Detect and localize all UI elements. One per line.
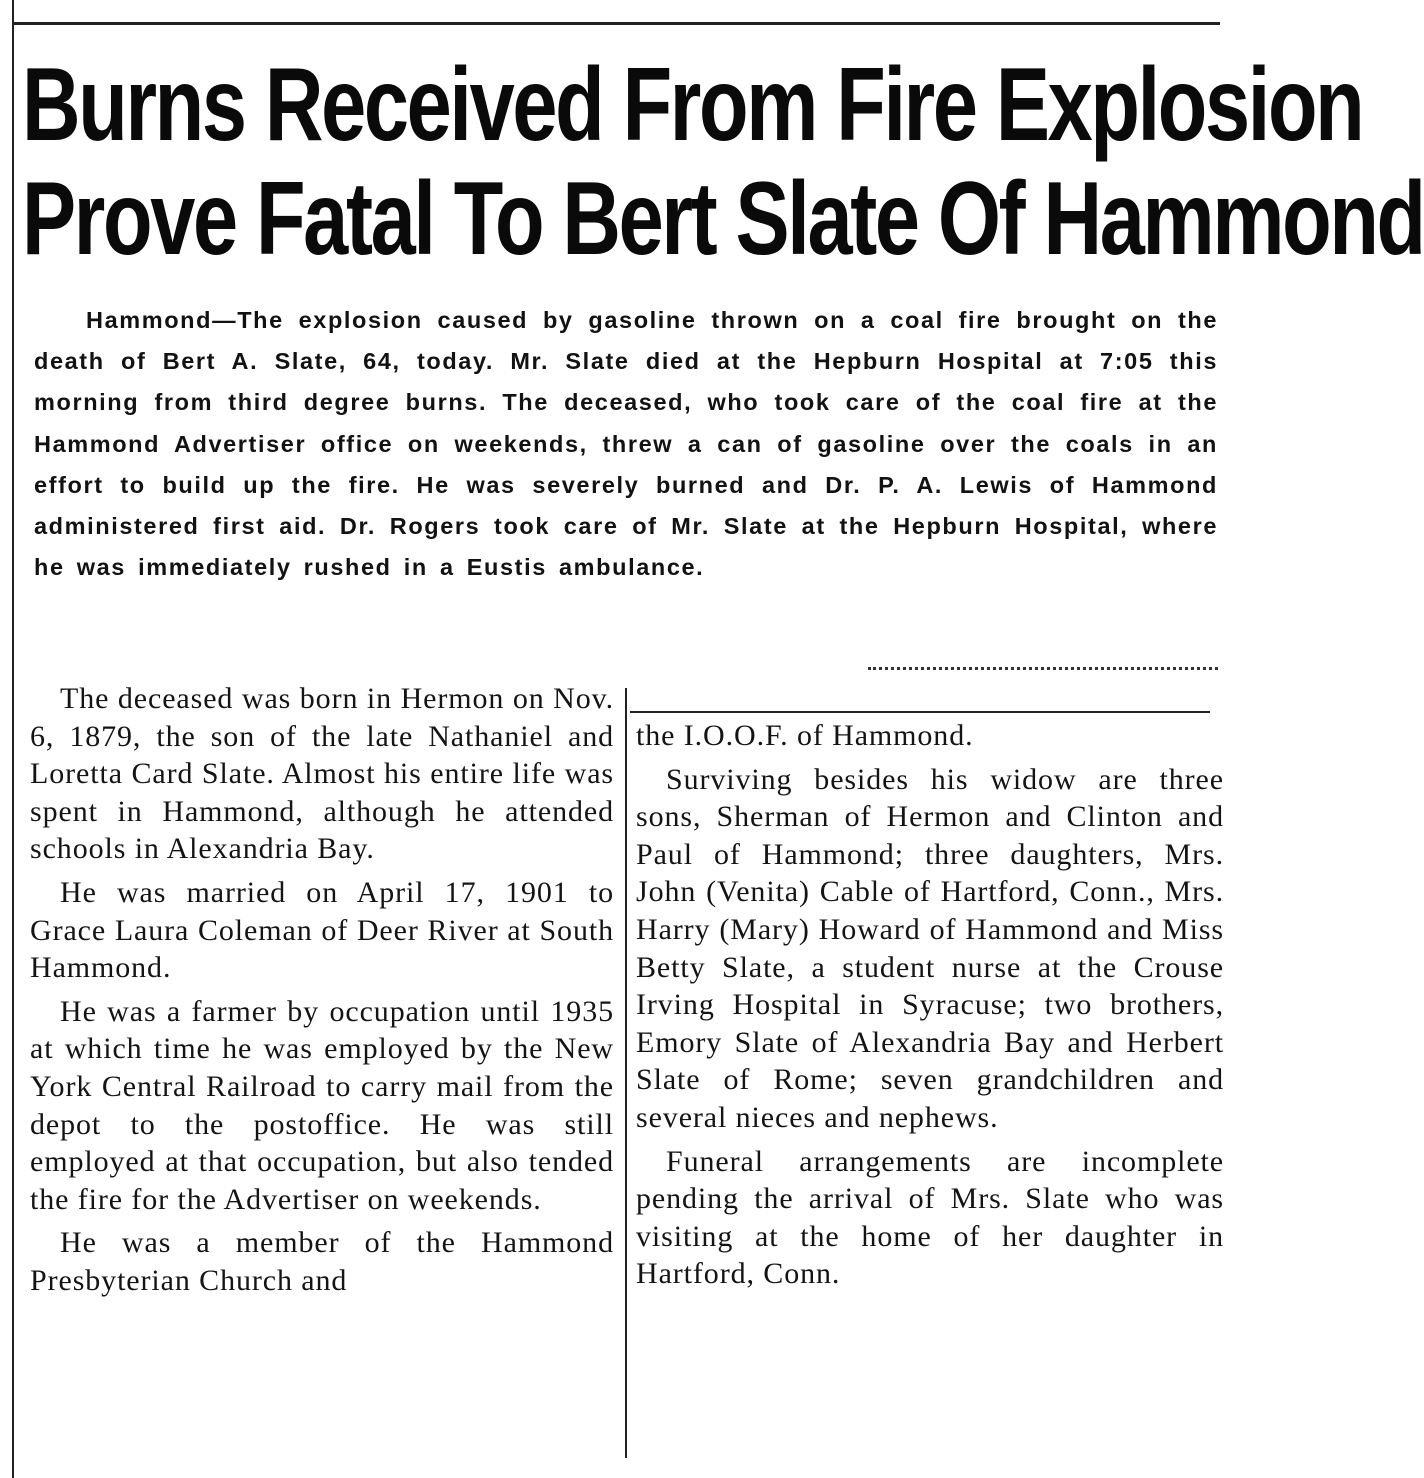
paragraph-funeral: Funeral arrangements are incomplete pending the arrival of Mrs. Slate who was visiting at the home of her daughter in Hartford, Conn. bbox=[636, 1144, 1224, 1291]
left-border-rule bbox=[12, 0, 14, 1478]
paragraph-birth: The deceased was born in Hermon on Nov. 6, 1879, the son of the late Nathaniel and Loretta Card Slate. Almost his entire life was spent in Hammond, although he attended schools in Alexandria Bay. bbox=[30, 682, 614, 866]
headline-line-2: Prove Fatal To Bert Slate Of Hammond bbox=[22, 161, 1424, 277]
headline-line-1: Burns Received From Fire Explosion bbox=[22, 47, 1363, 163]
lead-paragraph: Hammond—The explosion caused by gasoline thrown on a coal fire brought on the death of Bert A. Slate, 64, today. Mr. Slate died at the Hepburn Hospital at 7:05 this morning from third degree burns. The deceased, who took care of the coal fire at the Hammond Advertiser office on weekends, threw a can of gasoline over the coals in an effort to build up the fire. He was severely burned and Dr. P. A. Lewis of Hammond administered first aid. Dr. Rogers took care of Mr. Slate at the Hepburn Hospital, where he was immediately rushed in a Eustis ambulance. bbox=[34, 307, 1218, 581]
right-column-top-rule bbox=[630, 711, 1210, 713]
paragraph-membership: He was a member of the Hammond Presbyterian Church and bbox=[30, 1226, 614, 1297]
right-column bbox=[636, 717, 1224, 1299]
left-column bbox=[30, 680, 614, 1306]
paragraph-membership-continued: the I.O.O.F. of Hammond. bbox=[636, 719, 974, 752]
top-border-rule bbox=[14, 22, 1220, 25]
headline bbox=[22, 47, 1424, 277]
column-divider bbox=[625, 688, 627, 1458]
dotted-separator bbox=[868, 667, 1218, 670]
paragraph-marriage: He was married on April 17, 1901 to Grace Laura Coleman of Deer River at South Hammond. bbox=[30, 875, 614, 985]
paragraph-occupation: He was a farmer by occupation until 1935 at which time he was employed by the New York Central Railroad to carry mail from the depot to the postoffice. He was still employed at that occupation, but also tended the fire for the Advertiser on weekends. bbox=[30, 994, 614, 1216]
paragraph-survivors: Surviving besides his widow are three sons, Sherman of Hermon and Clinton and Paul of Hammond; three daughters, Mrs. John (Venita) Cable of Hartford, Conn., Mrs. Harry (Mary) Howard of Hammond and Miss Betty Slate, a student nurse at the Crouse Irving Hospital in Syracuse; two brothers, Emory Slate of Alexandria Bay and Herbert Slate of Rome; seven grandchildren and several nieces and nephews. bbox=[636, 762, 1224, 1134]
